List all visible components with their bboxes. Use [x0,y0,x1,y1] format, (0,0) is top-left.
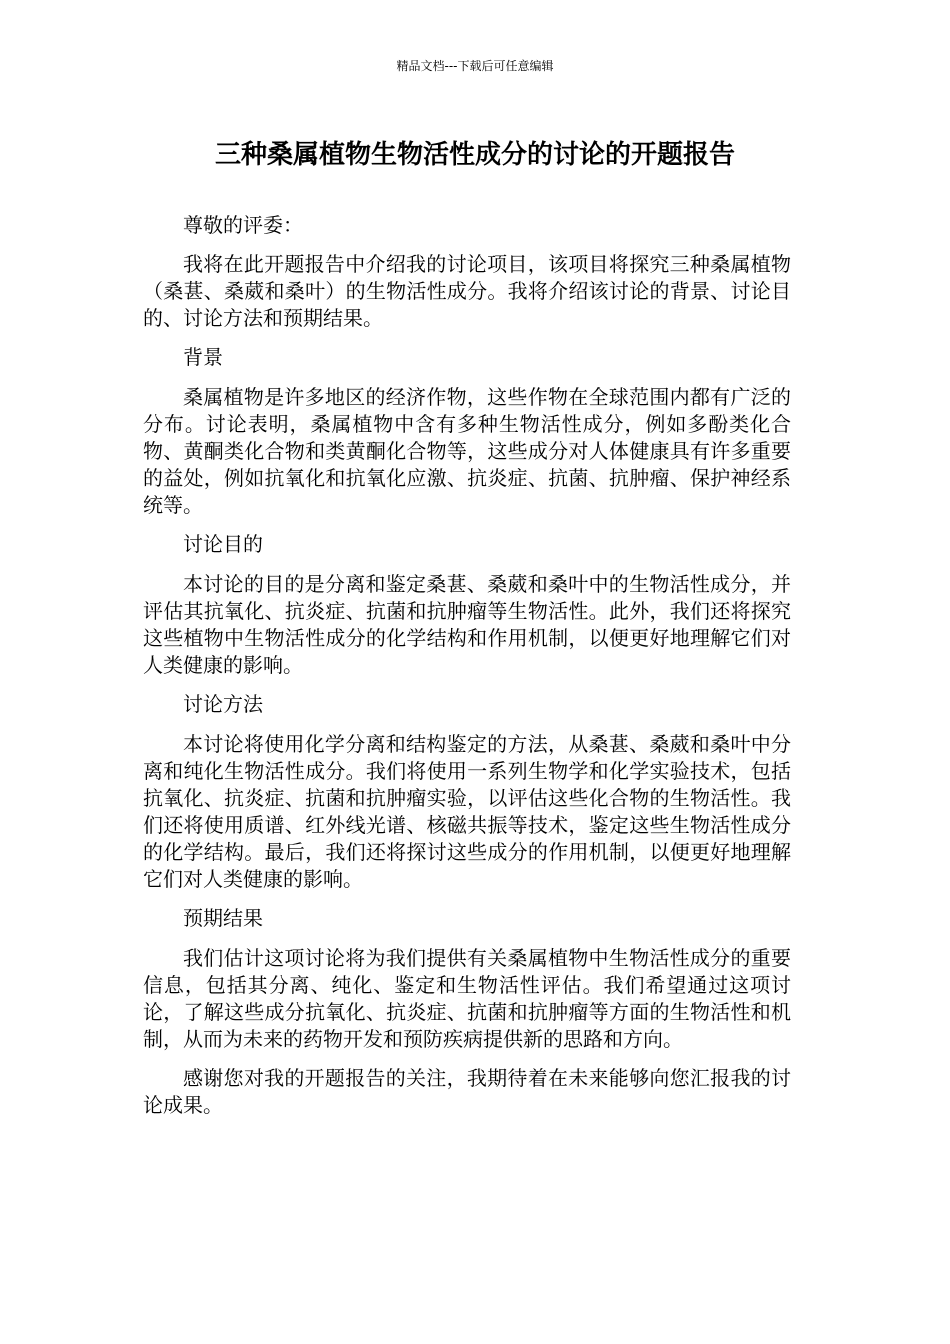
section-body-expected-results: 我们估计这项讨论将为我们提供有关桑属植物中生物活性成分的重要信息，包括其分离、纯化、鉴定和生物活性评估。我们希望通过这项讨论，了解这些成分抗氧化、抗炎症、抗菌和抗肿瘤等方面的生物活性和机制，从而为未来的药物开发和预防疾病提供新的思路和方向。 [143,946,791,1051]
section-body-purpose: 本讨论的目的是分离和鉴定桑葚、桑葳和桑叶中的生物活性成分，并评估其抗氧化、抗炎症、抗菌和抗肿瘤等生物活性。此外，我们还将探究这些植物中生物活性成分的化学结构和作用机制，以便更好地理解它们对人类健康的影响。 [143,572,791,677]
document-title: 三种桑属植物生物活性成分的讨论的开题报告 [214,140,735,170]
intro-paragraph: 我将在此开题报告中介绍我的讨论项目，该项目将探究三种桑属植物（桑葚、桑葳和桑叶）的生物活性成分。我将介绍该讨论的背景、讨论目的、讨论方法和预期结果。 [143,252,791,330]
section-body-background: 桑属植物是许多地区的经济作物，这些作物在全球范围内都有广泛的分布。讨论表明，桑属植物中含有多种生物活性成分，例如多酚类化合物、黄酮类化合物和类黄酮化合物等，这些成分对人体健康具有许多重要的益处，例如抗氧化和抗氧化应激、抗炎症、抗菌、抗肿瘤、保护神经系统等。 [143,385,791,517]
section-heading-background: 背景 [183,345,223,369]
section-heading-expected-results: 预期结果 [183,906,263,930]
document-body [143,212,791,1131]
section-body-methods: 本讨论将使用化学分离和结构鉴定的方法，从桑葚、桑葳和桑叶中分离和纯化生物活性成分。我们将使用一系列生物学和化学实验技术，包括抗氧化、抗炎症、抗菌和抗肿瘤实验，以评估这些化合物的生物活性。我们还将使用质谱、红外线光谱、核磁共振等技术，鉴定这些生物活性成分的化学结构。最后，我们还将探讨这些成分的作用机制，以便更好地理解它们对人类健康的影响。 [143,732,791,891]
section-heading-methods: 讨论方法 [183,692,263,716]
salutation: 尊敬的评委： [183,213,303,237]
page-header: 精品文档---下载后可任意编辑 [396,59,554,73]
closing-paragraph: 感谢您对我的开题报告的关注，我期待着在未来能够向您汇报我的讨论成果。 [143,1066,791,1117]
section-heading-purpose: 讨论目的 [183,532,263,556]
